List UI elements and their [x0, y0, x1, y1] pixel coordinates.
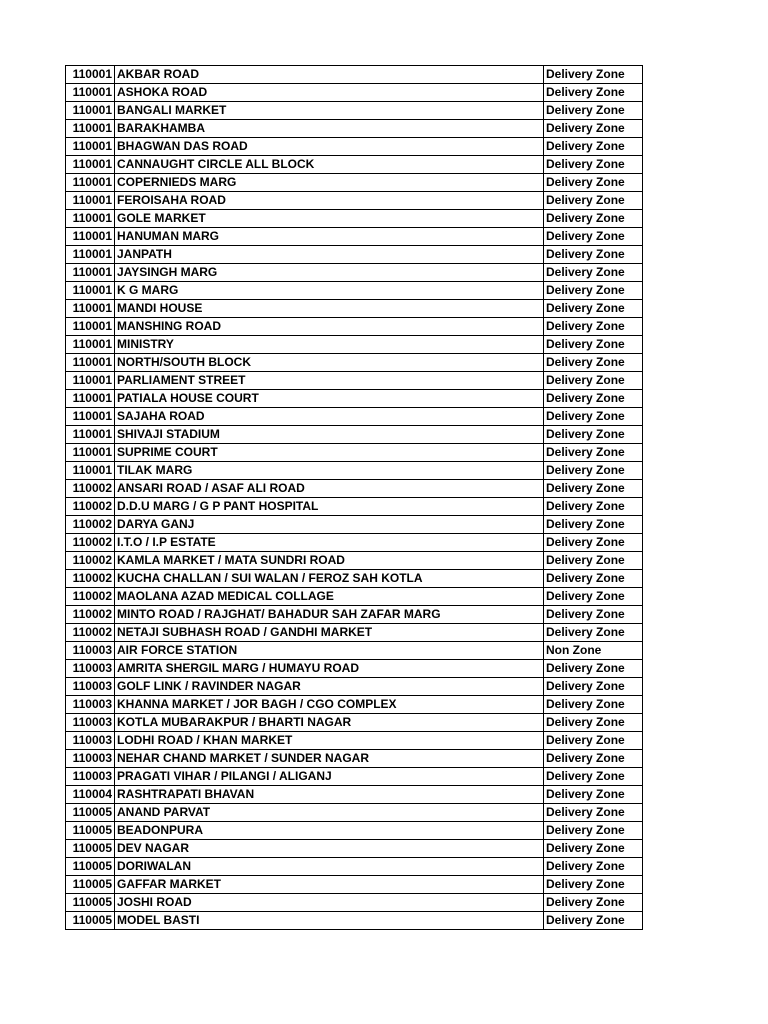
table-row: [66, 588, 643, 606]
pincode-cell[interactable]: 110005: [66, 894, 115, 912]
pincode-cell[interactable]: 110002: [66, 624, 115, 642]
table-row: [66, 606, 643, 624]
table-row: [66, 822, 643, 840]
pincode-cell[interactable]: 110003: [66, 642, 115, 660]
table-row: [66, 426, 643, 444]
area-name-cell[interactable]: MINISTRY: [115, 336, 544, 354]
table-row: [66, 642, 643, 660]
zone-status-cell[interactable]: Delivery Zone: [544, 588, 643, 606]
table-row: [66, 102, 643, 120]
table-row: [66, 246, 643, 264]
pincode-cell[interactable]: 110005: [66, 840, 115, 858]
pincode-cell[interactable]: 110001: [66, 372, 115, 390]
pincode-cell[interactable]: 110002: [66, 588, 115, 606]
table-row: [66, 264, 643, 282]
area-name-cell[interactable]: BANGALI MARKET: [115, 102, 544, 120]
table-row: [66, 570, 643, 588]
zone-status-cell[interactable]: Delivery Zone: [544, 228, 643, 246]
zone-status-cell[interactable]: Delivery Zone: [544, 336, 643, 354]
area-name-cell[interactable]: KOTLA MUBARAKPUR / BHARTI NAGAR: [115, 714, 544, 732]
zone-status-cell[interactable]: Delivery Zone: [544, 480, 643, 498]
zone-status-cell[interactable]: Delivery Zone: [544, 372, 643, 390]
zone-status-cell[interactable]: Delivery Zone: [544, 912, 643, 930]
area-name-cell[interactable]: CANNAUGHT CIRCLE ALL BLOCK: [115, 156, 544, 174]
area-name-cell[interactable]: FEROISAHA ROAD: [115, 192, 544, 210]
area-name-cell[interactable]: D.D.U MARG / G P PANT HOSPITAL: [115, 498, 544, 516]
pincode-cell[interactable]: 110004: [66, 786, 115, 804]
area-name-cell[interactable]: GOLE MARKET: [115, 210, 544, 228]
pincode-cell[interactable]: 110001: [66, 156, 115, 174]
table-row: [66, 786, 643, 804]
area-name-cell[interactable]: MAOLANA AZAD MEDICAL COLLAGE: [115, 588, 544, 606]
zone-status-cell[interactable]: Delivery Zone: [544, 300, 643, 318]
pincode-cell[interactable]: 110003: [66, 732, 115, 750]
area-name-cell[interactable]: ANAND PARVAT: [115, 804, 544, 822]
zone-status-cell[interactable]: Delivery Zone: [544, 552, 643, 570]
zone-status-cell[interactable]: Delivery Zone: [544, 408, 643, 426]
table-row: [66, 120, 643, 138]
zone-status-cell[interactable]: Delivery Zone: [544, 318, 643, 336]
zone-status-cell[interactable]: Delivery Zone: [544, 264, 643, 282]
zone-status-cell[interactable]: Delivery Zone: [544, 786, 643, 804]
area-name-cell[interactable]: GAFFAR MARKET: [115, 876, 544, 894]
zone-status-cell[interactable]: Delivery Zone: [544, 138, 643, 156]
area-name-cell[interactable]: DARYA GANJ: [115, 516, 544, 534]
zone-status-cell[interactable]: Delivery Zone: [544, 444, 643, 462]
pincode-cell[interactable]: 110005: [66, 804, 115, 822]
pincode-cell[interactable]: 110003: [66, 696, 115, 714]
area-name-cell[interactable]: AIR FORCE STATION: [115, 642, 544, 660]
pincode-cell[interactable]: 110001: [66, 84, 115, 102]
table-row: [66, 66, 643, 84]
table-row: [66, 282, 643, 300]
zone-status-cell[interactable]: Delivery Zone: [544, 678, 643, 696]
area-name-cell[interactable]: JOSHI ROAD: [115, 894, 544, 912]
table-row: [66, 714, 643, 732]
pincode-cell[interactable]: 110005: [66, 912, 115, 930]
zone-status-cell[interactable]: Delivery Zone: [544, 120, 643, 138]
pincode-cell[interactable]: 110002: [66, 516, 115, 534]
table-row: [66, 534, 643, 552]
pincode-cell[interactable]: 110001: [66, 120, 115, 138]
pincode-cell[interactable]: 110003: [66, 678, 115, 696]
zone-status-cell[interactable]: Delivery Zone: [544, 894, 643, 912]
table-row: [66, 858, 643, 876]
area-name-cell[interactable]: DORIWALAN: [115, 858, 544, 876]
area-name-cell[interactable]: RASHTRAPATI BHAVAN: [115, 786, 544, 804]
area-name-cell[interactable]: JANPATH: [115, 246, 544, 264]
pincode-cell[interactable]: 110001: [66, 282, 115, 300]
table-row: [66, 624, 643, 642]
table-row: [66, 156, 643, 174]
zone-status-cell[interactable]: Delivery Zone: [544, 732, 643, 750]
area-name-cell[interactable]: BHAGWAN DAS ROAD: [115, 138, 544, 156]
pincode-cell[interactable]: 110001: [66, 336, 115, 354]
zone-status-cell[interactable]: Delivery Zone: [544, 822, 643, 840]
area-name-cell[interactable]: ASHOKA ROAD: [115, 84, 544, 102]
pincode-cell[interactable]: 110005: [66, 858, 115, 876]
area-name-cell[interactable]: K G MARG: [115, 282, 544, 300]
pincode-cell[interactable]: 110001: [66, 246, 115, 264]
table-row: [66, 516, 643, 534]
area-name-cell[interactable]: AKBAR ROAD: [115, 66, 544, 84]
area-name-cell[interactable]: COPERNIEDS MARG: [115, 174, 544, 192]
table-row: [66, 768, 643, 786]
area-name-cell[interactable]: DEV NAGAR: [115, 840, 544, 858]
table-row: [66, 750, 643, 768]
area-name-cell[interactable]: KHANNA MARKET / JOR BAGH / CGO COMPLEX: [115, 696, 544, 714]
table-row: [66, 192, 643, 210]
pincode-cell[interactable]: 110001: [66, 192, 115, 210]
pincode-cell[interactable]: 110001: [66, 264, 115, 282]
table-row: [66, 84, 643, 102]
table-row: [66, 696, 643, 714]
zone-status-cell[interactable]: Delivery Zone: [544, 804, 643, 822]
zone-status-cell[interactable]: Delivery Zone: [544, 750, 643, 768]
table-row: [66, 840, 643, 858]
area-name-cell[interactable]: KUCHA CHALLAN / SUI WALAN / FEROZ SAH KOTLA: [115, 570, 544, 588]
zone-status-cell[interactable]: Delivery Zone: [544, 426, 643, 444]
zone-status-cell[interactable]: Delivery Zone: [544, 606, 643, 624]
area-name-cell[interactable]: BEADONPURA: [115, 822, 544, 840]
area-name-cell[interactable]: NEHAR CHAND MARKET / SUNDER NAGAR: [115, 750, 544, 768]
table-row: [66, 462, 643, 480]
pincode-cell[interactable]: 110005: [66, 822, 115, 840]
table-row: [66, 804, 643, 822]
zone-status-cell[interactable]: Delivery Zone: [544, 354, 643, 372]
pincode-cell[interactable]: 110001: [66, 228, 115, 246]
area-name-cell[interactable]: SAJAHA ROAD: [115, 408, 544, 426]
pincode-cell[interactable]: 110002: [66, 570, 115, 588]
zone-status-cell[interactable]: Delivery Zone: [544, 174, 643, 192]
zone-status-cell[interactable]: Delivery Zone: [544, 516, 643, 534]
zone-status-cell[interactable]: Delivery Zone: [544, 768, 643, 786]
pincode-cell[interactable]: 110001: [66, 444, 115, 462]
zone-status-cell[interactable]: Delivery Zone: [544, 192, 643, 210]
pincode-cell[interactable]: 110003: [66, 750, 115, 768]
pincode-cell[interactable]: 110002: [66, 498, 115, 516]
pincode-cell[interactable]: 110001: [66, 354, 115, 372]
pincode-zone-table: [65, 65, 643, 930]
table-row: [66, 228, 643, 246]
table-row: [66, 138, 643, 156]
area-name-cell[interactable]: KAMLA MARKET / MATA SUNDRI ROAD: [115, 552, 544, 570]
pincode-cell[interactable]: 110001: [66, 462, 115, 480]
zone-status-cell[interactable]: Delivery Zone: [544, 210, 643, 228]
table-row: [66, 318, 643, 336]
area-name-cell[interactable]: JAYSINGH MARG: [115, 264, 544, 282]
table-row: [66, 390, 643, 408]
area-name-cell[interactable]: TILAK MARG: [115, 462, 544, 480]
pincode-cell[interactable]: 110003: [66, 660, 115, 678]
zone-status-cell[interactable]: Delivery Zone: [544, 876, 643, 894]
area-name-cell[interactable]: LODHI ROAD / KHAN MARKET: [115, 732, 544, 750]
area-name-cell[interactable]: GOLF LINK / RAVINDER NAGAR: [115, 678, 544, 696]
table-row: [66, 408, 643, 426]
area-name-cell[interactable]: PARLIAMENT STREET: [115, 372, 544, 390]
area-name-cell[interactable]: SUPRIME COURT: [115, 444, 544, 462]
table-row: [66, 300, 643, 318]
zone-status-cell[interactable]: Delivery Zone: [544, 390, 643, 408]
area-name-cell[interactable]: MINTO ROAD / RAJGHAT/ BAHADUR SAH ZAFAR MARG: [115, 606, 544, 624]
pincode-cell[interactable]: 110001: [66, 426, 115, 444]
zone-status-cell[interactable]: Delivery Zone: [544, 66, 643, 84]
pincode-cell[interactable]: 110001: [66, 210, 115, 228]
table-row: [66, 552, 643, 570]
table-row: [66, 876, 643, 894]
zone-status-cell[interactable]: Delivery Zone: [544, 840, 643, 858]
table-row: [66, 174, 643, 192]
pincode-cell[interactable]: 110005: [66, 876, 115, 894]
pincode-cell[interactable]: 110001: [66, 408, 115, 426]
pincode-cell[interactable]: 110001: [66, 390, 115, 408]
area-name-cell[interactable]: BARAKHAMBA: [115, 120, 544, 138]
pincode-cell[interactable]: 110002: [66, 606, 115, 624]
area-name-cell[interactable]: SHIVAJI STADIUM: [115, 426, 544, 444]
area-name-cell[interactable]: HANUMAN MARG: [115, 228, 544, 246]
zone-status-cell[interactable]: Delivery Zone: [544, 156, 643, 174]
table-row: [66, 372, 643, 390]
zone-status-cell[interactable]: Delivery Zone: [544, 570, 643, 588]
zone-status-cell[interactable]: Delivery Zone: [544, 660, 643, 678]
table-row: [66, 660, 643, 678]
table-row: [66, 912, 643, 930]
area-name-cell[interactable]: MANSHING ROAD: [115, 318, 544, 336]
pincode-cell[interactable]: 110001: [66, 300, 115, 318]
zone-status-cell[interactable]: Delivery Zone: [544, 462, 643, 480]
zone-status-cell[interactable]: Delivery Zone: [544, 534, 643, 552]
pincode-cell[interactable]: 110001: [66, 138, 115, 156]
area-name-cell[interactable]: NETAJI SUBHASH ROAD / GANDHI MARKET: [115, 624, 544, 642]
zone-status-cell[interactable]: Delivery Zone: [544, 246, 643, 264]
table-body: [66, 66, 643, 930]
pincode-cell[interactable]: 110001: [66, 174, 115, 192]
table-row: [66, 732, 643, 750]
zone-status-cell[interactable]: Delivery Zone: [544, 624, 643, 642]
area-name-cell[interactable]: ANSARI ROAD / ASAF ALI ROAD: [115, 480, 544, 498]
table-row: [66, 444, 643, 462]
table-row: [66, 894, 643, 912]
area-name-cell[interactable]: MANDI HOUSE: [115, 300, 544, 318]
zone-status-cell[interactable]: Delivery Zone: [544, 282, 643, 300]
table-row: [66, 498, 643, 516]
table-row: [66, 678, 643, 696]
area-name-cell[interactable]: PRAGATI VIHAR / PILANGI / ALIGANJ: [115, 768, 544, 786]
area-name-cell[interactable]: I.T.O / I.P ESTATE: [115, 534, 544, 552]
pincode-cell[interactable]: 110001: [66, 102, 115, 120]
table-row: [66, 480, 643, 498]
table-row: [66, 210, 643, 228]
table-row: [66, 336, 643, 354]
zone-status-cell[interactable]: Delivery Zone: [544, 714, 643, 732]
table-row: [66, 354, 643, 372]
zone-status-cell[interactable]: Delivery Zone: [544, 696, 643, 714]
zone-status-cell[interactable]: Delivery Zone: [544, 102, 643, 120]
pincode-cell[interactable]: 110003: [66, 714, 115, 732]
pincode-cell[interactable]: 110002: [66, 552, 115, 570]
pincode-cell[interactable]: 110002: [66, 480, 115, 498]
pincode-cell[interactable]: 110002: [66, 534, 115, 552]
area-name-cell[interactable]: AMRITA SHERGIL MARG / HUMAYU ROAD: [115, 660, 544, 678]
pincode-cell[interactable]: 110001: [66, 66, 115, 84]
zone-status-cell[interactable]: Delivery Zone: [544, 84, 643, 102]
area-name-cell[interactable]: MODEL BASTI: [115, 912, 544, 930]
pincode-cell[interactable]: 110001: [66, 318, 115, 336]
zone-status-cell[interactable]: Delivery Zone: [544, 858, 643, 876]
zone-status-cell[interactable]: Non Zone: [544, 642, 643, 660]
zone-status-cell[interactable]: Delivery Zone: [544, 498, 643, 516]
area-name-cell[interactable]: NORTH/SOUTH BLOCK: [115, 354, 544, 372]
area-name-cell[interactable]: PATIALA HOUSE COURT: [115, 390, 544, 408]
pincode-cell[interactable]: 110003: [66, 768, 115, 786]
